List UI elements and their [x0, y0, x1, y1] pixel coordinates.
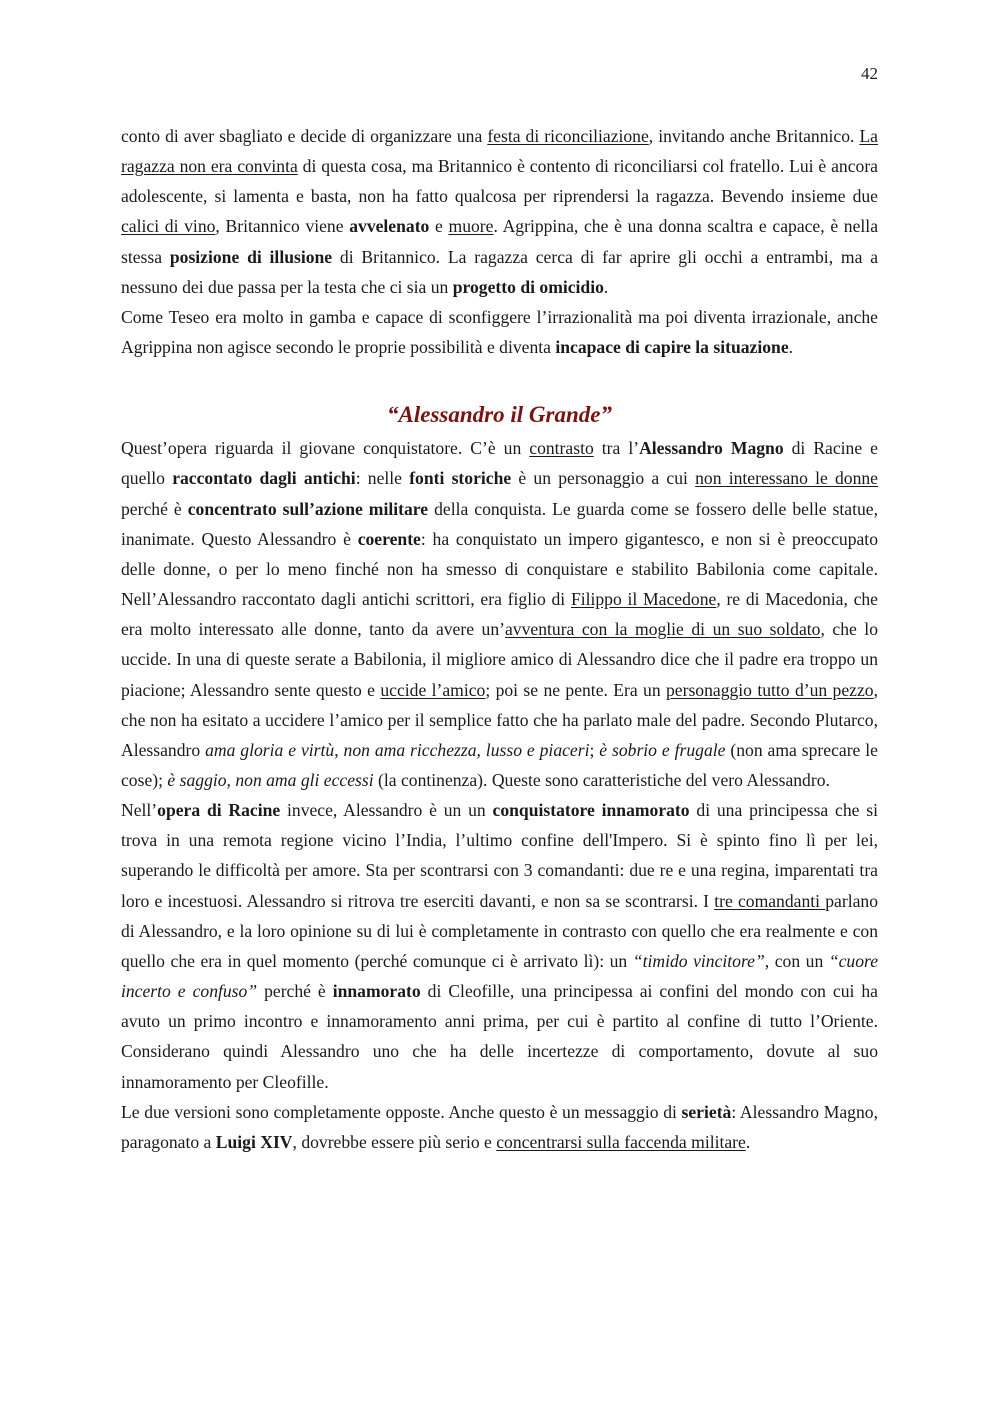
- bold-phrase: innamorato: [332, 981, 421, 1002]
- text-run: conto di aver sbagliato e decide di organizzare una: [121, 126, 488, 146]
- text-run: Come Teseo era molto in gamba e capace di sconfiggere l’irrazionalità ma poi diventa irrazionale, anche Agrippina non agisce secondo le proprie possibilità e diventa: [121, 306, 878, 358]
- bold-phrase: progetto di omicidio: [452, 276, 604, 297]
- paragraph-conclusione: [121, 1097, 878, 1157]
- text-run: .: [788, 337, 794, 358]
- text-run: : ha conquistato un impero gigantesco, e non si è preoccupato delle donne, o per lo meno finché non ha smesso di conquistare e stabilito Babilonia come capitale. Nell’Alessandro raccontato dagli antichi scrittori, era figlio di: [121, 528, 878, 610]
- text-run: Nell’: [121, 800, 158, 821]
- text-run: : nelle: [355, 468, 410, 489]
- text-run: .: [745, 1131, 751, 1152]
- italic-phrase: “cuore incerto e confuso”: [121, 950, 879, 1002]
- text-run: Le due versioni sono completamente opposte. Anche questo è un messaggio di: [121, 1101, 682, 1122]
- text-run: (la continenza). Queste sono caratteristiche del vero Alessandro.: [373, 769, 830, 790]
- text-run: perché è: [257, 981, 333, 1002]
- bold-phrase: Alessandro Magno: [639, 438, 784, 459]
- text-run: (non ama sprecare le cose);: [121, 739, 878, 790]
- bold-phrase: incapace di capire la situazione: [555, 337, 789, 358]
- italic-phrase: è sobrio e frugale: [599, 739, 726, 760]
- bold-phrase: serietà: [681, 1101, 732, 1122]
- underlined-phrase: uccide l’amico: [380, 679, 486, 700]
- text-run: di una principessa che si trova in una remota regione vicino l’India, l’ultimo confine dell'Impero. Si è spinto fino lì per lei, superando le difficoltà per amore. Sta per scontrarsi con 3 comandanti: due re e una regina, imparentati tra loro e incestuosi. Alessandro si ritrova tre eserciti davanti, e non sa se scontrarsi. I: [121, 800, 878, 911]
- underlined-phrase: calici di vino: [121, 216, 216, 237]
- text-run: tra l’: [593, 438, 640, 459]
- italic-phrase: è saggio, non ama gli eccessi: [167, 769, 374, 790]
- text-run: ;: [589, 739, 600, 760]
- text-run: della conquista. Le guarda come se fossero delle belle statue, inanimate. Questo Alessandro è: [121, 498, 878, 549]
- bold-phrase: conquistatore innamorato: [492, 800, 690, 821]
- text-run: , che non ha esitato a uccidere l’amico per il semplice fatto che ha parlato male del padre. Secondo Plutarco, Alessandro: [121, 679, 878, 760]
- italic-phrase: non ama ricchezza, lusso e piaceri: [343, 739, 590, 760]
- text-run: perché è: [121, 498, 188, 519]
- underlined-phrase: contrasto: [529, 438, 594, 459]
- italic-phrase: ama gloria e virtù: [205, 739, 335, 760]
- document-body: [121, 121, 878, 1157]
- text-run: di questa cosa, ma Britannico è contento di riconciliarsi col fratello. Lui è ancora adolescente, si lamenta e basta, non ha fatto qualcosa per riprendersi la ragazza. Bevendo insieme due: [121, 156, 878, 207]
- text-run: è un personaggio a cui: [511, 468, 696, 489]
- text-run: , che lo uccide. In una di queste serate a Babilonia, il migliore amico di Alessandro dice che il padre era troppo un piacione; Alessandro sente questo e: [121, 619, 878, 700]
- text-run: ,: [334, 739, 344, 760]
- bold-phrase: opera di Racine: [157, 800, 281, 821]
- bold-phrase: posizione di illusione: [169, 246, 333, 267]
- text-run: di Racine e quello: [121, 438, 878, 489]
- section-title: “Alessandro il Grande”: [387, 402, 612, 428]
- text-run: parlano di Alessandro, e la loro opinione su di lui è completamente in contrasto con quello che era realmente e con quello che era in quel momento (perché comunque ci è arrivato lì): un: [121, 890, 878, 971]
- text-run: e: [429, 216, 449, 237]
- text-run: , con un: [764, 950, 829, 971]
- underlined-phrase: muore: [448, 216, 494, 237]
- paragraph-teseo-agrippina: [121, 302, 878, 362]
- paragraph-alessandro-storico: [121, 433, 878, 795]
- italic-phrase: “timido vincitore”: [632, 950, 765, 971]
- underlined-phrase: La ragazza non era convinta: [121, 126, 878, 177]
- text-run: , dovrebbe essere più serio e: [292, 1131, 497, 1152]
- text-run: . Agrippina, che è una donna scaltra e capace, è nella stessa: [121, 216, 878, 267]
- text-run: .: [603, 276, 609, 297]
- underlined-phrase: personaggio tutto d’un pezzo: [665, 679, 874, 700]
- text-run: Quest’opera riguarda il giovane conquistatore. C’è un: [121, 438, 530, 459]
- underlined-phrase: avventura con la moglie di un suo soldato: [505, 619, 821, 640]
- text-run: , re di Macedonia, che era molto interessato alle donne, tanto da avere un’: [121, 589, 878, 640]
- text-run: invece, Alessandro è un un: [280, 800, 493, 821]
- text-run: di Britannico. La ragazza cerca di far aprire gli occhi a entrambi, ma a nessuno dei due passa per la testa che ci sia un: [121, 246, 879, 297]
- underlined-phrase: concentrarsi sulla faccenda militare: [496, 1131, 746, 1152]
- bold-phrase: coerente: [357, 528, 421, 549]
- underlined-phrase: non interessano le donne: [695, 468, 878, 489]
- text-run: : Alessandro Magno, paragonato a: [121, 1101, 878, 1152]
- underlined-phrase: tre comandanti: [714, 890, 826, 911]
- paragraph-britannico: [121, 121, 878, 302]
- bold-phrase: fonti storiche: [409, 468, 512, 489]
- bold-phrase: Luigi XIV: [215, 1131, 293, 1152]
- page-number: 42: [861, 64, 878, 83]
- underlined-phrase: festa di riconciliazione: [487, 126, 649, 146]
- text-run: , Britannico viene: [215, 216, 350, 237]
- paragraph-alessandro-racine: [121, 795, 878, 1097]
- bold-phrase: avvelenato: [349, 216, 430, 237]
- text-run: di Cleofille, una principessa ai confini del mondo con cui ha avuto un primo incontro e innamoramento anni prima, per cui è partito al confine di tutto l’Oriente. Considerano quindi Alessandro uno che ha delle incertezze di comportamento, dovute al suo innamoramento per Cleofille.: [121, 981, 878, 1092]
- underlined-phrase: Filippo il Macedone: [570, 589, 717, 610]
- bold-phrase: raccontato dagli antichi: [172, 468, 356, 489]
- text-run: ; poi se ne pente. Era un: [485, 679, 666, 700]
- bold-phrase: concentrato sull’azione militare: [187, 498, 429, 519]
- text-run: , invitando anche Britannico.: [648, 126, 860, 146]
